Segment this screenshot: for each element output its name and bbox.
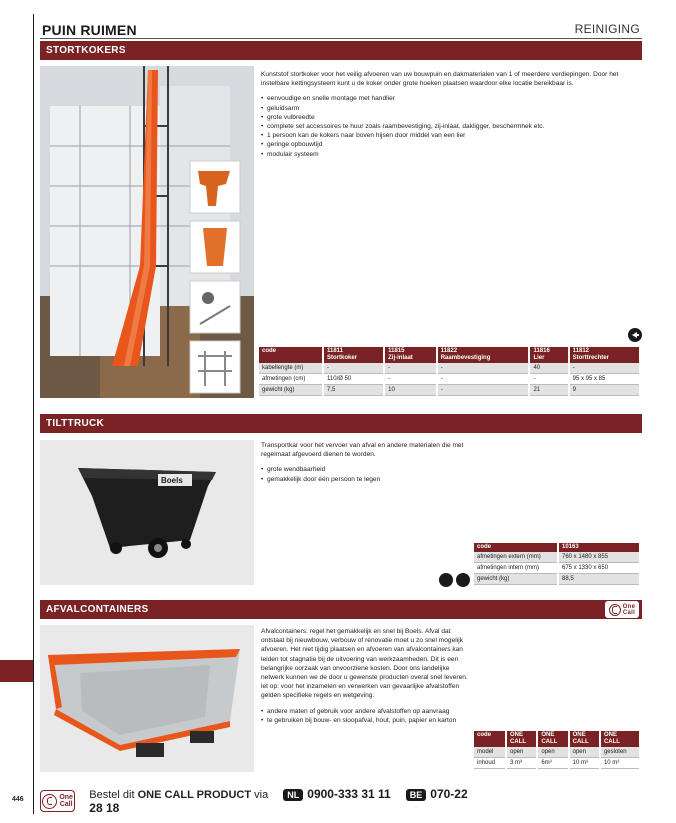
page-footer — [12, 787, 470, 815]
phone-number-nl: 0900-333 31 11 — [307, 787, 391, 801]
brand-logo: Boels — [161, 476, 183, 485]
tilttruck-spec-table — [474, 543, 641, 585]
tilttruck-illustration — [40, 440, 254, 585]
list-item: • geluidsarm — [261, 104, 641, 113]
table-header-row — [474, 543, 640, 552]
list-item: • geringe opbouwtijd — [261, 140, 641, 149]
table-header-cell: ONE CALL — [537, 731, 568, 747]
table-row: gewicht (kg) 88,5 — [474, 574, 640, 585]
country-badge-be: BE — [406, 789, 427, 801]
list-item: • te gebruiken bij bouw- en sloopafval, hout, puin, papier en karton — [261, 716, 471, 725]
list-item: • andere maten of gebruik voor andere afvalstoffen op aanvraag — [261, 707, 471, 716]
table-header-cell: 10163 — [558, 543, 640, 552]
table-row: afmetingen extern (mm) 760 x 1480 x 855 — [474, 552, 640, 563]
section-title: STORTKOKERS — [46, 45, 126, 56]
table-row: gewicht (kg) 7,5 10 - 21 9 — [259, 385, 640, 396]
table-header-cell: 11811 Stortkoker — [323, 347, 384, 363]
afvalcontainers-feature-list — [261, 707, 471, 725]
table-header-row — [259, 347, 640, 363]
list-item: • 1 persoon kan de kokers naar boven hijsen door middel van een lier — [261, 131, 641, 140]
table-header-cell: code — [474, 731, 506, 747]
phone-number-be: 070-22 28 18 — [89, 787, 468, 815]
title-divider — [40, 38, 642, 39]
table-header-cell: 11816 Lier — [529, 347, 568, 363]
table-header-cell: code — [259, 347, 323, 363]
section-bar-tilttruck — [40, 414, 642, 433]
list-item: • eenvoudige en snelle montage met handlier — [261, 94, 641, 103]
left-margin-rule — [33, 14, 34, 814]
list-item: • modulair systeem — [261, 150, 641, 159]
onecall-badge: One Call — [605, 601, 639, 618]
product-icon — [456, 573, 470, 587]
tilttruck-photo — [40, 440, 254, 585]
table-header-cell: 11822 Raambevestiging — [437, 347, 530, 363]
table-header-cell: ONE CALL — [569, 731, 600, 747]
afvalcontainers-description — [261, 627, 471, 725]
list-item: • grote wendbaarheid — [261, 465, 481, 474]
phone-icon — [609, 604, 621, 616]
table-header-cell: ONE CALL — [600, 731, 640, 747]
stortkokers-feature-list — [261, 94, 641, 158]
stortkokers-description — [261, 70, 641, 159]
chapter-tab — [0, 660, 33, 682]
table-header-cell: 11815 Zij-inlaat — [384, 347, 437, 363]
afvalcontainers-spec-table — [474, 731, 641, 769]
afvalcontainers-intro: Afvalcontainers: regel het gemakkelijk en snel bij Boels. Afval dat ontstaat bij nieuwbouw, verbouw of renovatie moet u zo snel mogelijk afvoeren. Het niet tijdig plaatsen en afvoeren van afvalcontainers kan leiden tot stagnatie bij de uitvoering van werkzaamheden. Dit is een belangrijke oorzaak van onvoorziene kosten. Door ons landelijke netwerk kunnen we de door u gewenste producten overal snel leveren. let op: voor het inzamelen en verwerken van gevaarlijke afvalstoffen gelden specifieke regels en wetgeving. — [261, 628, 468, 700]
table-row: kabellengte (m) - - - 40 - — [259, 363, 640, 374]
afvalcontainer-photo — [40, 625, 254, 772]
tilttruck-intro: Transportkar voor het vervoer van afval en andere materialen die met regelmaat afgevoerd dienen te worden. — [261, 442, 464, 459]
onecall-logo: One Call — [40, 790, 75, 812]
order-line: Bestel dit ONE CALL PRODUCT via NL 0900-333 31 11 BE 070-22 28 18 — [89, 787, 468, 815]
table-header-row — [474, 731, 640, 747]
phone-icon — [42, 794, 57, 809]
list-item: • complete set accessoires te huur zoals raambevestiging, zij-inlaat, dakligger, beschermhek etc. — [261, 122, 641, 131]
container-illustration — [40, 625, 254, 772]
section-bar-stortkokers — [40, 41, 642, 60]
table-row: afmetingen (cm) 110/Ø 50 - - - 95 x 95 x 85 — [259, 374, 640, 385]
section-title: TILTTRUCK — [46, 418, 105, 429]
tilttruck-description — [261, 441, 481, 484]
arrow-icon — [628, 328, 642, 342]
table-row: afmetingen intern (mm) 675 x 1330 x 650 — [474, 563, 640, 574]
tilttruck-feature-list — [261, 465, 481, 483]
stortkokers-spec-table — [259, 347, 641, 396]
product-icon — [439, 573, 453, 587]
table-row: inhoud 3 m³ 6m³ 10 m³ 10 m³ — [474, 758, 640, 769]
stortkokers-intro: Kunststof stortkoker voor het veilig afvoeren van uw bouwpuin en dakmaterialen van 1 of meerdere verdiepingen. Door het instelbare kettingsysteem kunt u de koker onder grote hoeken plaatsen waardoor elke locatie bereikbaar is. — [261, 71, 619, 88]
page-category: REINIGING — [574, 22, 640, 36]
section-bar-afvalcontainers — [40, 600, 642, 619]
list-item: • gemakkelijk door één persoon te legen — [261, 475, 481, 484]
page-number: 446 — [12, 796, 24, 803]
table-header-cell: 11812 Storttrechter — [569, 347, 640, 363]
page-title: PUIN RUIMEN — [42, 22, 137, 38]
section-title: AFVALCONTAINERS — [46, 604, 149, 615]
list-item: • grote vulbreedte — [261, 113, 641, 122]
table-row: model open open open gesloten — [474, 747, 640, 758]
table-header-cell: ONE CALL — [506, 731, 537, 747]
country-badge-nl: NL — [283, 789, 303, 801]
stortkoker-photo — [40, 66, 254, 398]
table-header-cell: code — [474, 543, 558, 552]
building-scaffold-illustration — [40, 66, 254, 398]
